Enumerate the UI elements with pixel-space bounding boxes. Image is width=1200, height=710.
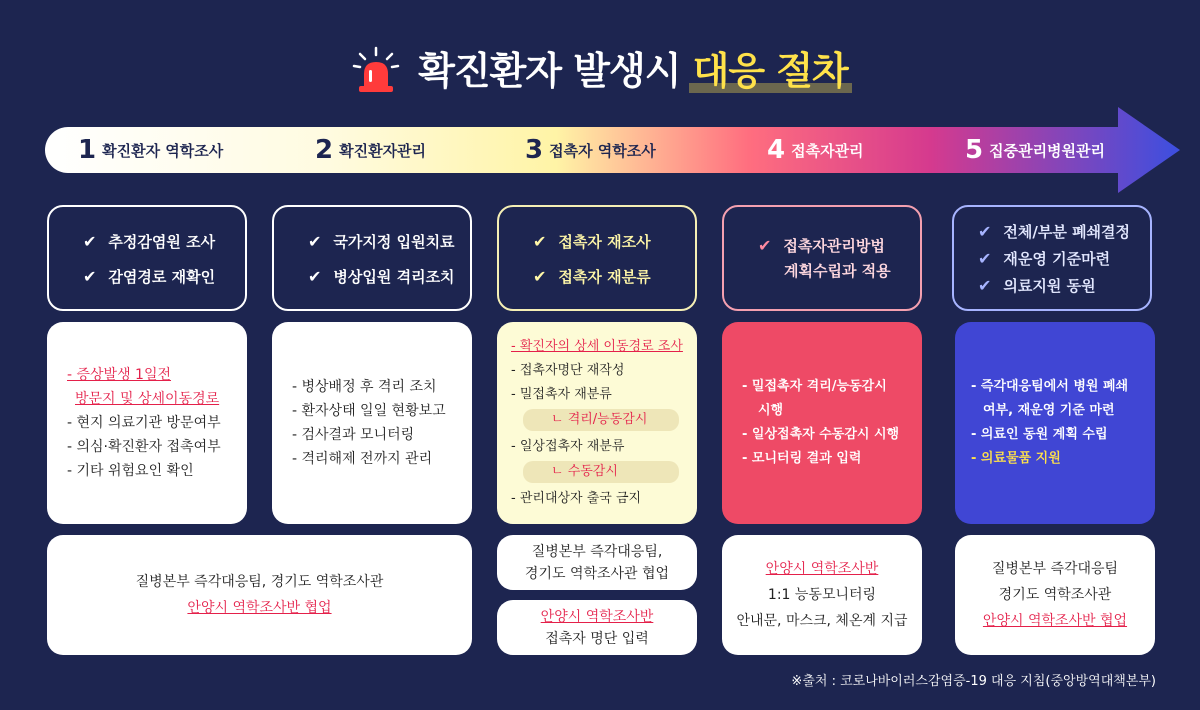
check-icon: ✔	[83, 267, 97, 286]
source-note: ※출처 : 코로나바이러스감염증-19 대응 지침(중앙방역대책본부)	[791, 674, 1156, 689]
task-box-2: ✔ 국가지정 입원치료 ✔ 병상입원 격리조치	[272, 205, 472, 311]
step-labels	[45, 127, 1135, 173]
task-box-5: ✔ 전체/부분 폐쇄결정 ✔ 재운영 기준마련 ✔ 의료지원 동원	[952, 205, 1152, 311]
step-2: 2 확진환자관리	[315, 135, 427, 165]
sub-pill: ㄴ 격리/능동감시	[523, 409, 679, 431]
task-box-1: ✔ 추정감염원 조사 ✔ 감염경로 재확인	[47, 205, 247, 311]
check-icon: ✔	[83, 232, 97, 251]
check-icon: ✔	[978, 222, 992, 241]
detail-box-5: - 즉각대응팀에서 병원 폐쇄 여부, 재운영 기준 마련 - 의료인 동원 계획 수립 - 의료물품 지원	[955, 322, 1155, 524]
detail-box-2: - 병상배정 후 격리 조치 - 환자상태 일일 현황보고 - 검사결과 모니터링 - 격리해제 전까지 관리	[272, 322, 472, 524]
siren-icon	[352, 46, 400, 94]
task-box-3: ✔ 접촉자 재조사 ✔ 접촉자 재분류	[497, 205, 697, 311]
coop-box-3b: 안양시 역학조사반 접촉자 명단 입력	[497, 600, 697, 655]
detail-box-4: - 밀접촉자 격리/능동감시 시행 - 일상접촉자 수동감시 시행 - 모니터링 결과 입력	[722, 322, 922, 524]
coop-box-3a: 질병본부 즉각대응팀, 경기도 역학조사관 협업	[497, 535, 697, 590]
coop-box-1-2: 질병본부 즉각대응팀, 경기도 역학조사관 안양시 역학조사반 협업	[47, 535, 472, 655]
step-4: 4 접촉자관리	[767, 135, 864, 165]
sub-pill: ㄴ 수동감시	[523, 461, 679, 483]
step-1: 1 확진환자 역학조사	[78, 135, 224, 165]
task-box-4: ✔ 접촉자관리방법 계획수립과 적용	[722, 205, 922, 311]
coop-box-5: 질병본부 즉각대응팀 경기도 역학조사관 안양시 역학조사반 협업	[955, 535, 1155, 655]
check-icon: ✔	[533, 232, 547, 251]
check-icon: ✔	[308, 267, 322, 286]
coop-box-4: 안양시 역학조사반 1:1 능동모니터링 안내문, 마스크, 체온계 지급	[722, 535, 922, 655]
detail-box-1: - 증상발생 1일전 방문지 및 상세이동경로 - 현지 의료기관 방문여부 - 의심·확진환자 접촉여부 - 기타 위험요인 확인	[47, 322, 247, 524]
step-5: 5 집중관리병원관리	[965, 135, 1106, 165]
detail-box-3: - 확진자의 상세 이동경로 조사 - 접촉자명단 재작성 - 밀접촉자 재분류 ㄴ 격리/능동감시 - 일상접촉자 재분류 ㄴ 수동감시 - 관리대상자 출국 금지	[497, 322, 697, 524]
step-3: 3 접촉자 역학조사	[525, 135, 656, 165]
check-icon: ✔	[533, 267, 547, 286]
check-icon: ✔	[308, 232, 322, 251]
check-icon: ✔	[978, 249, 992, 268]
check-icon: ✔	[978, 276, 992, 295]
page-title	[0, 40, 1200, 98]
title-highlight: 대응 절차	[693, 40, 848, 95]
check-icon: ✔	[758, 236, 772, 255]
title-prefix: 확진환자 발생시	[418, 49, 681, 93]
